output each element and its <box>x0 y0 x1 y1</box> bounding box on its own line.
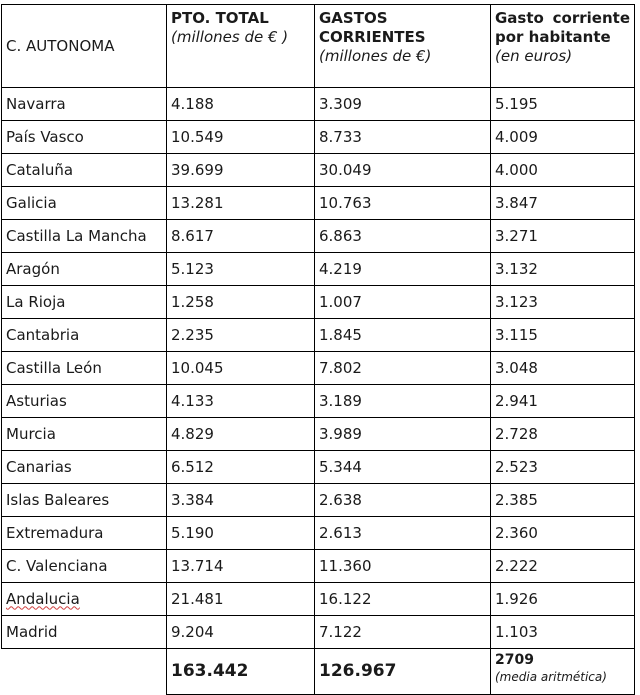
cell-per-capita-text: 2.728 <box>495 424 538 443</box>
header-per-capita <box>491 5 635 88</box>
header-region-label: C. AUTONOMA <box>6 36 115 55</box>
cell-per-capita-text: 2.385 <box>495 490 538 509</box>
header-per-capita-line2: por habitante <box>495 28 611 46</box>
cell-budget-text: 13.714 <box>171 556 224 575</box>
cell-spending <box>315 154 491 187</box>
cell-region <box>2 121 167 154</box>
table-row <box>2 253 635 286</box>
cell-per-capita-text: 4.009 <box>495 127 538 146</box>
header-row <box>2 5 635 88</box>
cell-budget <box>167 418 315 451</box>
cell-per-capita-text: 5.195 <box>495 94 538 113</box>
cell-budget-text: 4.829 <box>171 424 214 443</box>
header-per-capita-line1: Gasto corriente <box>495 9 630 27</box>
cell-spending-text: 7.122 <box>319 622 362 641</box>
cell-per-capita-text: 3.271 <box>495 226 538 245</box>
cell-budget-text: 3.384 <box>171 490 214 509</box>
header-spending <box>315 5 491 88</box>
cell-spending <box>315 253 491 286</box>
table-row <box>2 517 635 550</box>
cell-region-text: País Vasco <box>6 127 84 146</box>
totals-per-capita-note: (media aritmética) <box>495 670 607 684</box>
cell-region <box>2 385 167 418</box>
table-body <box>2 5 635 695</box>
cell-per-capita <box>491 319 635 352</box>
table-row <box>2 616 635 649</box>
cell-per-capita-text: 3.048 <box>495 358 538 377</box>
cell-per-capita-text: 2.941 <box>495 391 538 410</box>
table-row <box>2 418 635 451</box>
cell-spending-text: 7.802 <box>319 358 362 377</box>
cell-per-capita <box>491 352 635 385</box>
cell-budget <box>167 154 315 187</box>
cell-spending <box>315 319 491 352</box>
cell-per-capita <box>491 484 635 517</box>
cell-spending-text: 1.007 <box>319 292 362 311</box>
totals-spending-value: 126.967 <box>319 661 397 681</box>
cell-region-text: Canarias <box>6 457 72 476</box>
cell-spending <box>315 616 491 649</box>
cell-budget <box>167 319 315 352</box>
cell-region <box>2 583 167 616</box>
cell-budget <box>167 385 315 418</box>
totals-per-capita-mean: 2709 <box>495 652 534 668</box>
cell-region <box>2 550 167 583</box>
cell-spending <box>315 484 491 517</box>
table-row <box>2 583 635 616</box>
cell-region-text: Castilla León <box>6 358 102 377</box>
cell-budget-text: 4.133 <box>171 391 214 410</box>
cell-per-capita <box>491 154 635 187</box>
cell-spending-text: 10.763 <box>319 193 372 212</box>
cell-spending <box>315 88 491 121</box>
cell-region-text: Cantabria <box>6 325 80 344</box>
cell-region-text: Galicia <box>6 193 57 212</box>
cell-spending-text: 5.344 <box>319 457 362 476</box>
totals-budget-value: 163.442 <box>171 661 249 681</box>
header-per-capita-unit: (en euros) <box>495 47 573 65</box>
cell-spending <box>315 220 491 253</box>
totals-spending <box>315 649 491 695</box>
cell-spending-text: 3.989 <box>319 424 362 443</box>
cell-spending-text: 11.360 <box>319 556 372 575</box>
cell-per-capita <box>491 385 635 418</box>
cell-per-capita-text: 2.222 <box>495 556 538 575</box>
cell-region <box>2 319 167 352</box>
table-row <box>2 88 635 121</box>
header-spending-unit: (millones de €) <box>319 47 432 65</box>
cell-per-capita <box>491 220 635 253</box>
cell-budget <box>167 616 315 649</box>
header-budget-unit: (millones de € ) <box>171 28 289 46</box>
cell-spending-text: 8.733 <box>319 127 362 146</box>
cell-budget <box>167 88 315 121</box>
cell-budget <box>167 550 315 583</box>
cell-per-capita-text: 3.123 <box>495 292 538 311</box>
cell-spending-text: 2.638 <box>319 490 362 509</box>
totals-budget <box>167 649 315 695</box>
cell-per-capita-text: 4.000 <box>495 160 538 179</box>
table-row <box>2 187 635 220</box>
cell-budget <box>167 484 315 517</box>
cell-per-capita <box>491 187 635 220</box>
cell-region <box>2 352 167 385</box>
cell-region-text: Murcia <box>6 424 56 443</box>
cell-budget-text: 5.190 <box>171 523 214 542</box>
cell-per-capita <box>491 583 635 616</box>
table-row <box>2 121 635 154</box>
cell-budget-text: 9.204 <box>171 622 214 641</box>
cell-region <box>2 187 167 220</box>
cell-spending-text: 3.309 <box>319 94 362 113</box>
cell-per-capita <box>491 121 635 154</box>
cell-per-capita <box>491 253 635 286</box>
cell-budget-text: 5.123 <box>171 259 214 278</box>
cell-spending <box>315 517 491 550</box>
cell-per-capita <box>491 616 635 649</box>
cell-budget-text: 10.549 <box>171 127 224 146</box>
cell-spending-text: 3.189 <box>319 391 362 410</box>
cell-spending-text: 30.049 <box>319 160 372 179</box>
table-row <box>2 352 635 385</box>
table-row <box>2 220 635 253</box>
cell-spending <box>315 286 491 319</box>
cell-per-capita-text: 3.847 <box>495 193 538 212</box>
cell-budget-text: 21.481 <box>171 589 224 608</box>
totals-per-capita <box>491 649 635 695</box>
header-region <box>2 5 167 88</box>
cell-per-capita <box>491 88 635 121</box>
cell-budget <box>167 253 315 286</box>
cell-budget-text: 10.045 <box>171 358 224 377</box>
cell-region-text: Extremadura <box>6 523 104 542</box>
cell-spending <box>315 352 491 385</box>
cell-budget-text: 8.617 <box>171 226 214 245</box>
cell-region <box>2 517 167 550</box>
header-spending-title: GASTOS CORRIENTES <box>319 9 426 46</box>
cell-region-text: Cataluña <box>6 160 74 179</box>
cell-per-capita <box>491 286 635 319</box>
cell-per-capita <box>491 550 635 583</box>
cell-region-text: Islas Baleares <box>6 490 110 509</box>
cell-region <box>2 88 167 121</box>
cell-budget <box>167 517 315 550</box>
cell-spending <box>315 550 491 583</box>
cell-region-text: Asturias <box>6 391 67 410</box>
table-row <box>2 286 635 319</box>
cell-per-capita <box>491 418 635 451</box>
header-budget-title: PTO. TOTAL <box>171 9 269 27</box>
cell-budget-text: 2.235 <box>171 325 214 344</box>
cell-budget <box>167 352 315 385</box>
cell-region-text: Aragón <box>6 259 60 278</box>
cell-per-capita-text: 3.132 <box>495 259 538 278</box>
cell-spending <box>315 451 491 484</box>
cell-budget-text: 6.512 <box>171 457 214 476</box>
cell-spending-text: 2.613 <box>319 523 362 542</box>
cell-budget-text: 39.699 <box>171 160 224 179</box>
cell-region <box>2 418 167 451</box>
cell-region <box>2 220 167 253</box>
table-row <box>2 484 635 517</box>
cell-region-text: Madrid <box>6 622 58 641</box>
cell-region-text: La Rioja <box>6 292 66 311</box>
cell-spending-text: 1.845 <box>319 325 362 344</box>
totals-blank-cell <box>2 649 167 695</box>
cell-spending-text: 16.122 <box>319 589 372 608</box>
cell-budget <box>167 451 315 484</box>
cell-per-capita <box>491 517 635 550</box>
cell-region <box>2 616 167 649</box>
cell-spending <box>315 385 491 418</box>
cell-spending <box>315 121 491 154</box>
cell-per-capita-text: 3.115 <box>495 325 538 344</box>
cell-region-text: Andalucia <box>6 589 80 608</box>
cell-per-capita-text: 2.523 <box>495 457 538 476</box>
cell-budget-text: 1.258 <box>171 292 214 311</box>
cell-region <box>2 286 167 319</box>
table-row <box>2 319 635 352</box>
totals-row <box>2 649 635 695</box>
cell-spending-text: 4.219 <box>319 259 362 278</box>
header-budget <box>167 5 315 88</box>
cell-region <box>2 451 167 484</box>
cell-spending <box>315 418 491 451</box>
cell-budget <box>167 220 315 253</box>
cell-region-text: Castilla La Mancha <box>6 226 147 245</box>
cell-budget-text: 13.281 <box>171 193 224 212</box>
cell-region <box>2 154 167 187</box>
table-row <box>2 451 635 484</box>
cell-spending <box>315 187 491 220</box>
budget-table <box>1 4 635 695</box>
cell-budget-text: 4.188 <box>171 94 214 113</box>
table-row <box>2 550 635 583</box>
cell-per-capita-text: 2.360 <box>495 523 538 542</box>
cell-per-capita-text: 1.926 <box>495 589 538 608</box>
cell-spending-text: 6.863 <box>319 226 362 245</box>
cell-budget <box>167 286 315 319</box>
cell-budget <box>167 187 315 220</box>
cell-per-capita <box>491 451 635 484</box>
cell-region-text: C. Valenciana <box>6 556 108 575</box>
cell-region <box>2 253 167 286</box>
cell-per-capita-text: 1.103 <box>495 622 538 641</box>
table-row <box>2 385 635 418</box>
cell-region <box>2 484 167 517</box>
cell-budget <box>167 121 315 154</box>
table-row <box>2 154 635 187</box>
cell-region-text: Navarra <box>6 94 66 113</box>
cell-spending <box>315 583 491 616</box>
cell-budget <box>167 583 315 616</box>
